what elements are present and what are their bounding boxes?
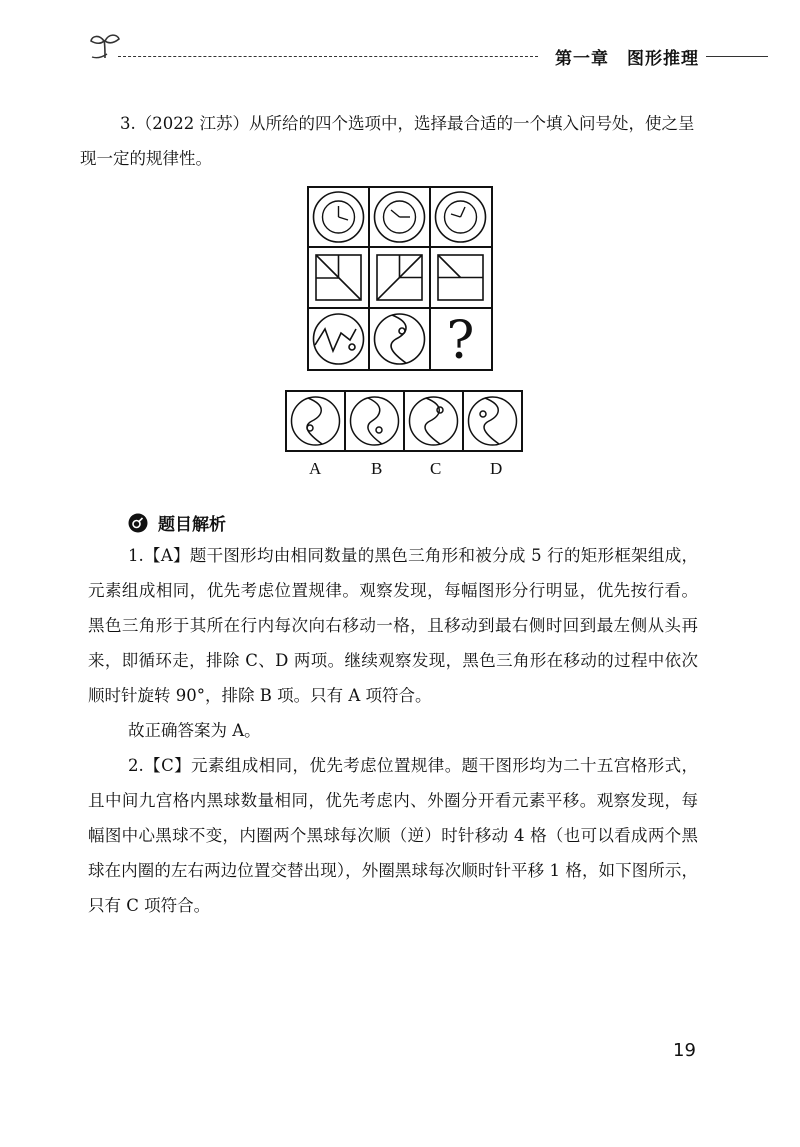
- option-c-figure: [410, 397, 458, 445]
- option-label-b: B: [371, 459, 383, 478]
- clock-icon: [436, 192, 486, 242]
- page-header: [0, 0, 800, 80]
- analysis-paragraph-1: 1.【A】题干图形均由相同数量的黑色三角形和被分成 5 行的矩形框架组成，元素组成相同，优先考虑位置规律。观察发现，每幅图形分行明显，优先按行看。黑色三角形于其所在行内每次向右移动一格，且移动到最右侧时回到最左侧从头再来，即循环走，排除 C、D 两项。继续观察发现，黑色三角形在移动的过程中依次顺时针旋转 90°，排除 B 项。只有 A 项符合。: [88, 546, 698, 705]
- analysis-heading: [128, 510, 226, 535]
- option-label-d: D: [490, 459, 503, 478]
- question-text: [80, 106, 700, 176]
- chapter-title: 第一章 图形推理: [555, 49, 699, 69]
- page-number: 19: [673, 1040, 696, 1061]
- divided-square-icon: [316, 255, 361, 300]
- curve-circle-icon: [375, 314, 425, 364]
- option-a-figure: [292, 397, 340, 445]
- question-mark: ?: [446, 311, 475, 371]
- option-label-c: C: [430, 459, 442, 478]
- clock-icon: [375, 192, 425, 242]
- analysis-conclusion: 故正确答案为 A。: [128, 721, 261, 740]
- option-b-figure: [351, 397, 399, 445]
- sprout-icon: [88, 30, 122, 60]
- analysis-title: 题目解析: [158, 515, 226, 535]
- divided-square-icon: [438, 255, 483, 300]
- question-line-2: 现一定的规律性。: [80, 149, 212, 168]
- option-label-a: A: [309, 459, 322, 478]
- option-d-figure: [469, 397, 517, 445]
- options-row: [280, 388, 530, 458]
- header-rule-left: [118, 56, 538, 57]
- curve-circle-icon: [314, 314, 364, 364]
- header-rule-right: [706, 56, 768, 57]
- analysis-badge-icon: [128, 513, 148, 533]
- clock-icon: [314, 192, 364, 242]
- analysis-paragraph-2: 2.【C】元素组成相同，优先考虑位置规律。题干图形均为二十五宫格形式，且中间九宫格内黑球数量相同，优先考虑内、外圈分开看元素平移。观察发现，每幅图中心黑球不变，内圈两个黑球每次顺（逆）时针移动 4 格（也可以看成两个黑球在内圈的左右两边位置交替出现），外圈黑球每次顺时针平移 1 格，如下图所示，只有 C 项符合。: [88, 756, 698, 915]
- divided-square-icon: [377, 255, 422, 300]
- question-line-1: 3.（2022 江苏）从所给的四个选项中，选择最合适的一个填入问号处，使之呈: [120, 114, 695, 133]
- puzzle-grid: [300, 183, 500, 373]
